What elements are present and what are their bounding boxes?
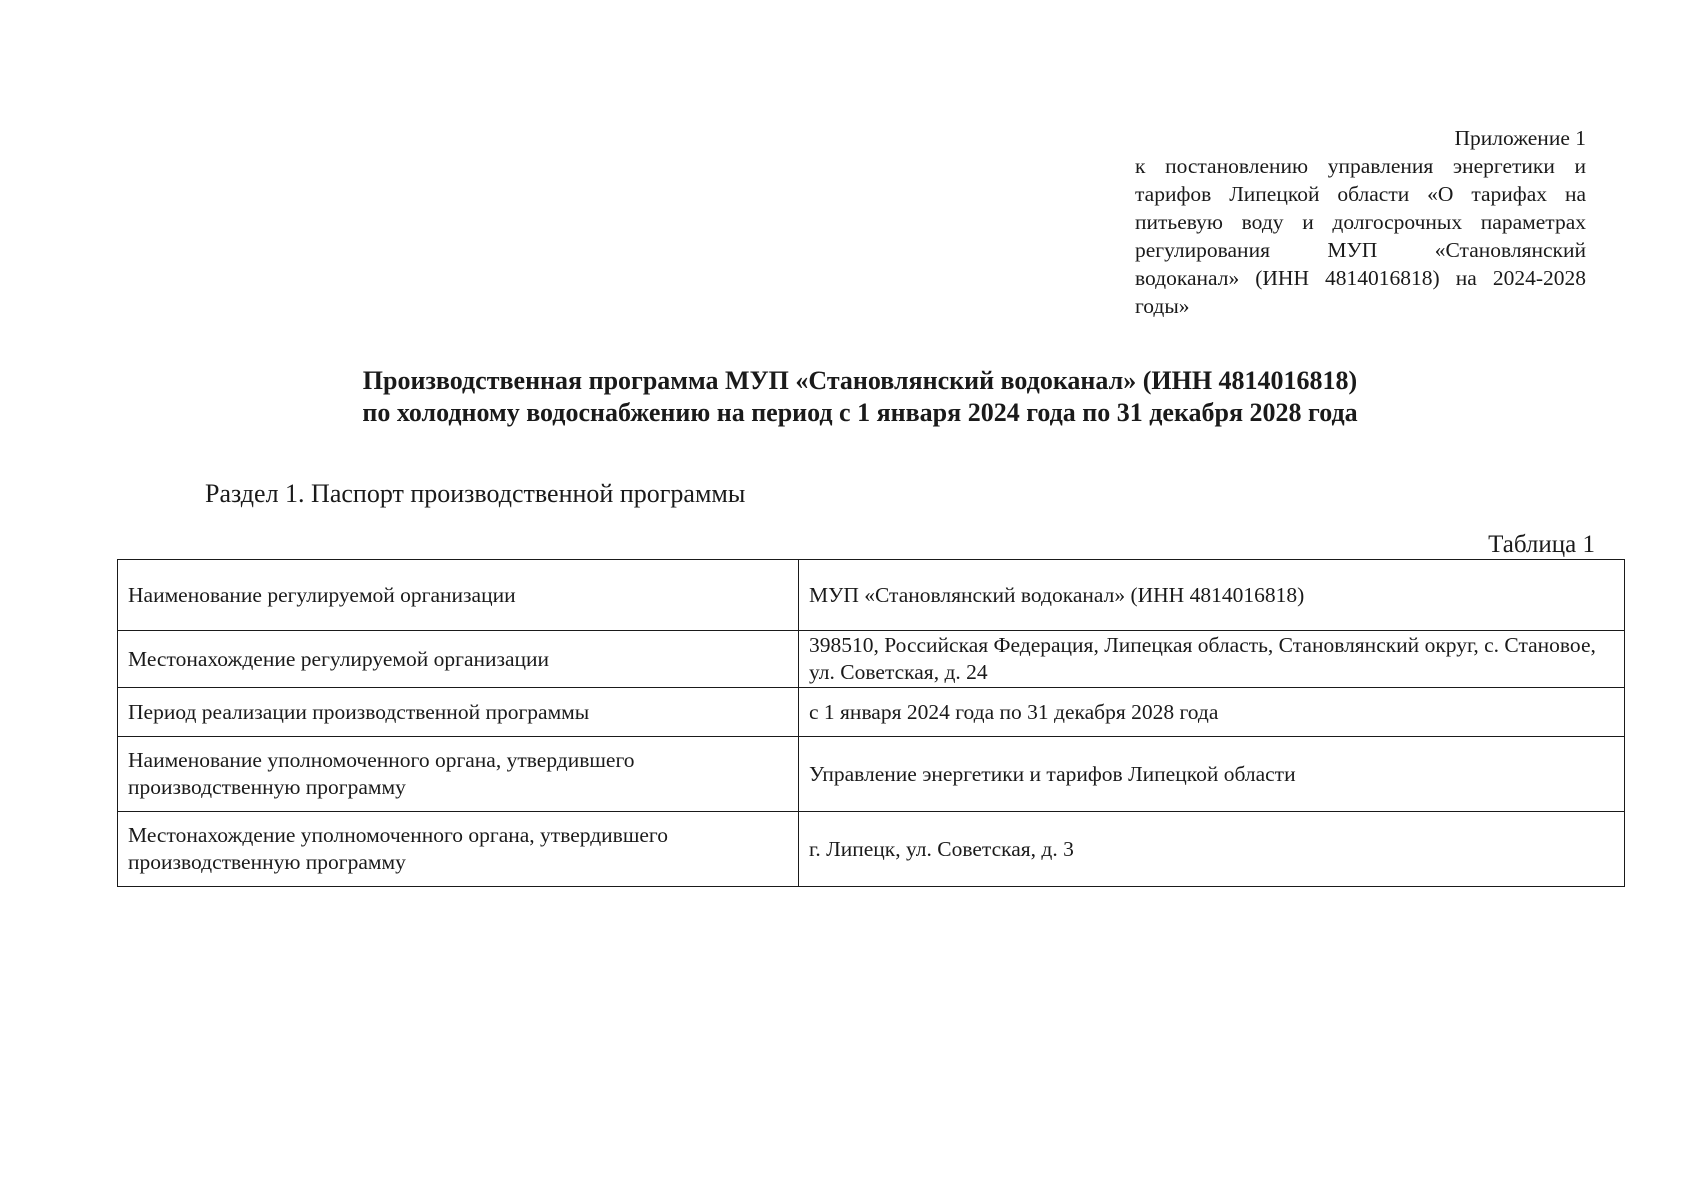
appendix-block xyxy=(1135,124,1586,320)
section-heading: Раздел 1. Паспорт производственной программы xyxy=(205,479,746,508)
passport-table xyxy=(117,559,1625,887)
document-title-line-1: Производственная программа МУП «Становлянский водоканал» (ИНН 4814016818) xyxy=(362,366,1358,395)
row-value: МУП «Становлянский водоканал» (ИНН 4814016818) xyxy=(799,560,1625,631)
appendix-text: к постановлению управления энергетики и тарифов Липецкой области «О тарифах на питьевую воду и долгосрочных параметрах регулирования МУП «Становлянский водоканал» (ИНН 4814016818) на 2024-2028 годы» xyxy=(1135,154,1586,318)
row-value: Управление энергетики и тарифов Липецкой области xyxy=(799,737,1625,812)
appendix-number: Приложение 1 xyxy=(1454,126,1586,150)
table-row xyxy=(118,688,1625,737)
table-row xyxy=(118,631,1625,688)
row-value: г. Липецк, ул. Советская, д. 3 xyxy=(799,812,1625,887)
table-row xyxy=(118,560,1625,631)
row-label: Наименование регулируемой организации xyxy=(118,560,799,631)
table-row xyxy=(118,737,1625,812)
row-label: Период реализации производственной программы xyxy=(118,688,799,737)
document-title-line-2: по холодному водоснабжению на период с 1 января 2024 года по 31 декабря 2028 года xyxy=(362,398,1358,427)
table-row xyxy=(118,812,1625,887)
document-title xyxy=(150,365,1570,429)
row-label: Наименование уполномоченного органа, утвердившего производственную программу xyxy=(118,737,799,812)
row-value: 398510, Российская Федерация, Липецкая область, Становлянский округ, с. Становое, ул. Советская, д. 24 xyxy=(799,631,1625,688)
table-caption: Таблица 1 xyxy=(1488,531,1595,558)
row-label: Местонахождение регулируемой организации xyxy=(118,631,799,688)
row-label: Местонахождение уполномоченного органа, утвердившего производственную программу xyxy=(118,812,799,887)
row-value: с 1 января 2024 года по 31 декабря 2028 года xyxy=(799,688,1625,737)
